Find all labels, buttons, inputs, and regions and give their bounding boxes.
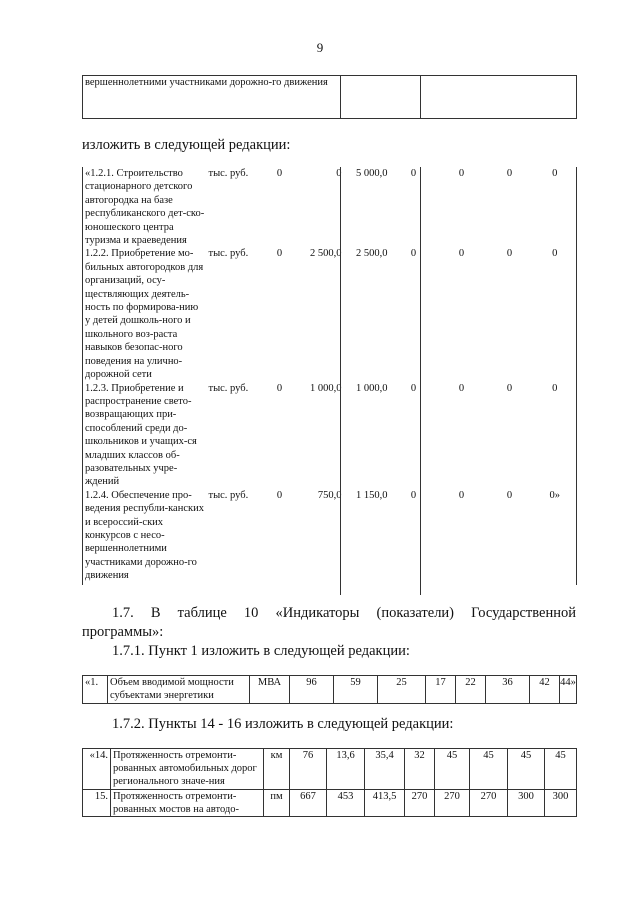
indicator-number: «14. xyxy=(83,749,111,790)
indicator-value: 76 xyxy=(290,749,327,790)
program-item-value: 1 000,0 xyxy=(310,382,342,394)
table-row xyxy=(83,247,577,381)
program-item-value: 0 xyxy=(506,168,513,179)
program-item-name: 1.2.2. Приобретение мо-бильных автогородков для организаций, осу-ществляющих деятель-ность по формирова-нию у детей дошколь-ного и школьного воз-раста навыков безопас-ного поведения на улично-дорожной сети xyxy=(83,247,207,381)
program-item-value: 0 xyxy=(276,168,283,179)
program-item-value: 0 xyxy=(276,248,283,260)
program-item-value: 2 500,0 xyxy=(356,248,388,260)
program-item-value: 0 xyxy=(410,248,417,260)
paragraph-1-7: 1.7. В таблице 10 «Индикаторы (показатели) Государственной программы»: xyxy=(82,605,576,640)
indicator-unit: км xyxy=(264,749,290,790)
program-item-unit: тыс. руб. xyxy=(208,248,249,260)
indicator-value: 413,5 xyxy=(365,789,405,816)
program-item-unit: тыс. руб. xyxy=(208,489,249,501)
indicator-value: 270 xyxy=(470,789,508,816)
program-item-value: 0 xyxy=(276,489,283,501)
program-item-value: 2 500,0 xyxy=(310,248,342,260)
program-item-value: 0 xyxy=(534,167,577,247)
indicator-value: 300 xyxy=(545,789,577,816)
program-item-value: 0 xyxy=(458,489,465,501)
program-item-name: «1.2.1. Строительство стационарного детского автогородка на базе республиканского дет-ско-юношеского центра туризма и краеведения xyxy=(83,167,207,247)
indicator-value: 96 xyxy=(290,676,334,704)
indicator-value: 13,6 xyxy=(327,749,365,790)
indicator-value: 45 xyxy=(508,749,545,790)
continuation-table xyxy=(82,75,577,119)
table-row xyxy=(83,382,577,489)
program-item-unit: тыс. руб. xyxy=(208,168,249,179)
indicator-value: 17 xyxy=(426,676,456,704)
program-item-value: 0 xyxy=(458,168,465,179)
indicator-value: 667 xyxy=(290,789,327,816)
indicator-unit: МВА xyxy=(250,676,290,704)
program-item-value: 5 000,0 xyxy=(356,168,388,179)
program-item-value: 0 xyxy=(506,248,513,260)
indicator-value: 453 xyxy=(327,789,365,816)
program-item-value: 0 xyxy=(410,382,417,394)
page-number: 9 xyxy=(316,40,324,55)
table-row xyxy=(83,489,577,585)
program-item-value: 0 xyxy=(276,382,283,394)
program-item-value: 1 000,0 xyxy=(356,382,388,394)
program-item-value: 750,0 xyxy=(317,489,342,501)
indicator-value: 36 xyxy=(486,676,530,704)
indicator-name: Протяженность отремонти-рованных мостов на автодо- xyxy=(111,789,264,816)
indicator-value: 22 xyxy=(456,676,486,704)
indicator-value: 35,4 xyxy=(365,749,405,790)
program-item-value: 0 xyxy=(458,248,465,260)
indicator-name: Объем вводимой мощности субъектами энергетики xyxy=(108,676,250,704)
indicator-number: 15. xyxy=(83,789,111,816)
program-item-value: 0 xyxy=(336,168,342,179)
table-row xyxy=(83,789,577,816)
indicator-unit: пм xyxy=(264,789,290,816)
indicator-number: «1. xyxy=(83,676,108,704)
paragraph-1-7-1: 1.7.1. Пункт 1 изложить в следующей редакции: xyxy=(112,643,410,659)
indicator-value: 270 xyxy=(435,789,470,816)
indicator-value: 44» xyxy=(560,676,577,704)
program-item-value: 0 xyxy=(410,168,417,179)
indicator-table-point-1 xyxy=(82,675,577,704)
program-block xyxy=(82,167,576,585)
table-row xyxy=(83,167,577,247)
continuation-cell-empty xyxy=(341,76,421,119)
paragraph-1-7-2: 1.7.2. Пункты 14 - 16 изложить в следующей редакции: xyxy=(112,716,454,732)
indicator-value: 45 xyxy=(470,749,508,790)
indicator-name: Протяженность отремонти-рованных автомобильных дорог регионального значе-ния xyxy=(111,749,264,790)
indicator-table-points-14-16 xyxy=(82,748,577,817)
continuation-cell-text: вершеннолетними участниками дорожно-го движения xyxy=(83,76,341,119)
indicator-value: 25 xyxy=(378,676,426,704)
program-item-value: 0 xyxy=(410,489,417,501)
table-row xyxy=(83,749,577,790)
indicator-value: 45 xyxy=(435,749,470,790)
program-item-name: 1.2.3. Приобретение и распространение свето-возвращающих при-способлений среди до-школьников и учащих-ся младших классов об-разовательных учре-ждений xyxy=(83,382,207,489)
program-item-value: 1 150,0 xyxy=(356,489,388,501)
program-item-name: 1.2.4. Обеспечение про-ведения республи-канских и всероссий-ских конкурсов с несо-вершеннолетними участниками дорожно-го движения xyxy=(83,489,207,585)
program-item-value: 0 xyxy=(534,247,577,381)
indicator-value: 270 xyxy=(405,789,435,816)
table-row xyxy=(83,76,577,119)
indicator-value: 300 xyxy=(508,789,545,816)
indicator-value: 42 xyxy=(530,676,560,704)
program-item-value: 0 xyxy=(534,382,577,489)
program-table xyxy=(82,167,577,585)
program-item-unit: тыс. руб. xyxy=(208,382,249,394)
indicator-value: 32 xyxy=(405,749,435,790)
indicator-value: 59 xyxy=(334,676,378,704)
program-item-value: 0 xyxy=(506,382,513,394)
program-item-value: 0 xyxy=(506,489,513,501)
program-item-value: 0 xyxy=(458,382,465,394)
table-row xyxy=(83,676,577,704)
continuation-cell-empty xyxy=(421,76,577,119)
program-item-value: 0» xyxy=(534,489,577,585)
indicator-value: 45 xyxy=(545,749,577,790)
edit-heading: изложить в следующей редакции: xyxy=(82,137,291,153)
